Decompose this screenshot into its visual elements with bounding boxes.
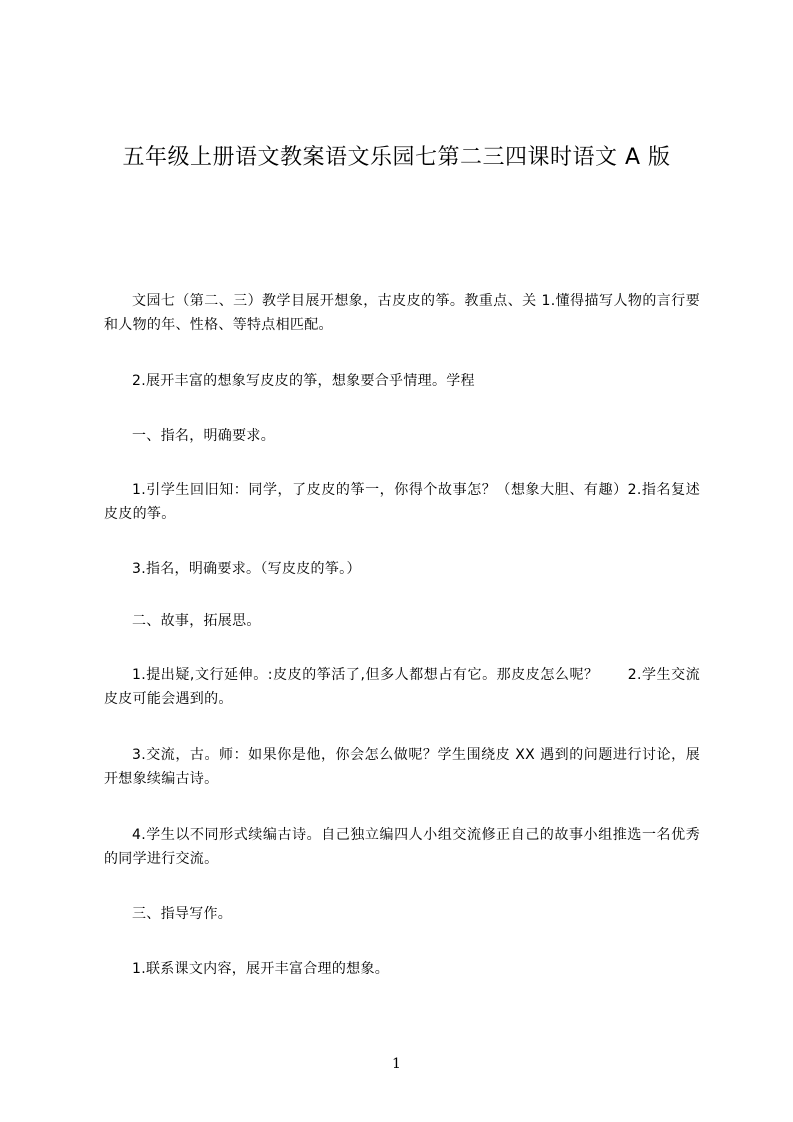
paragraph-step-3-1: 1.联系课文内容，展开丰富合理的想象。 [132,961,390,977]
paragraph-teaching-goals: 文园七（第二、三）教学目展开想象，古皮皮的筝。教重点、关 1.懂得描写人物的言行要和人物的年、性格、等特点相匹配。 [104,293,700,333]
paragraph-goal-2: 2.展开丰富的想象写皮皮的筝，想象要合乎情理。学程 [132,373,475,389]
paragraph-step-2-1: 1.提出疑,文行延伸。:皮皮的筝活了,但多人都想占有它。那皮皮怎么呢？ 2.学生交流皮皮可能会遇到的。 [104,667,700,707]
paragraph-step-2-3: 3.交流，古。师：如果你是他，你会怎么做呢？学生围绕皮 XX 遇到的问题进行讨论，展开想象续编古诗。 [104,747,700,787]
paragraph-step-1-3: 3.指名，明确要求。（写皮皮的筝。） [132,561,361,577]
paragraph-step-2-4: 4.学生以不同形式续编古诗。自己独立编四人小组交流修正自己的故事小组推选一名优秀的同学进行交流。 [104,827,700,867]
paragraph-step-1-1: 1.引学生回旧知：同学，了皮皮的筝一，你得个故事怎？（想象大胆、有趣）2.指名复述皮皮的筝。 [104,482,700,522]
section-heading-3: 三、指导写作。 [132,906,233,922]
section-heading-1: 一、指名，明确要求。 [132,428,275,444]
section-heading-2: 二、故事，拓展思。 [132,613,261,629]
page-number: 1 [392,1056,401,1072]
document-title: 五年级上册语文教案语文乐园七第二三四课时语文 A 版 [122,145,671,170]
